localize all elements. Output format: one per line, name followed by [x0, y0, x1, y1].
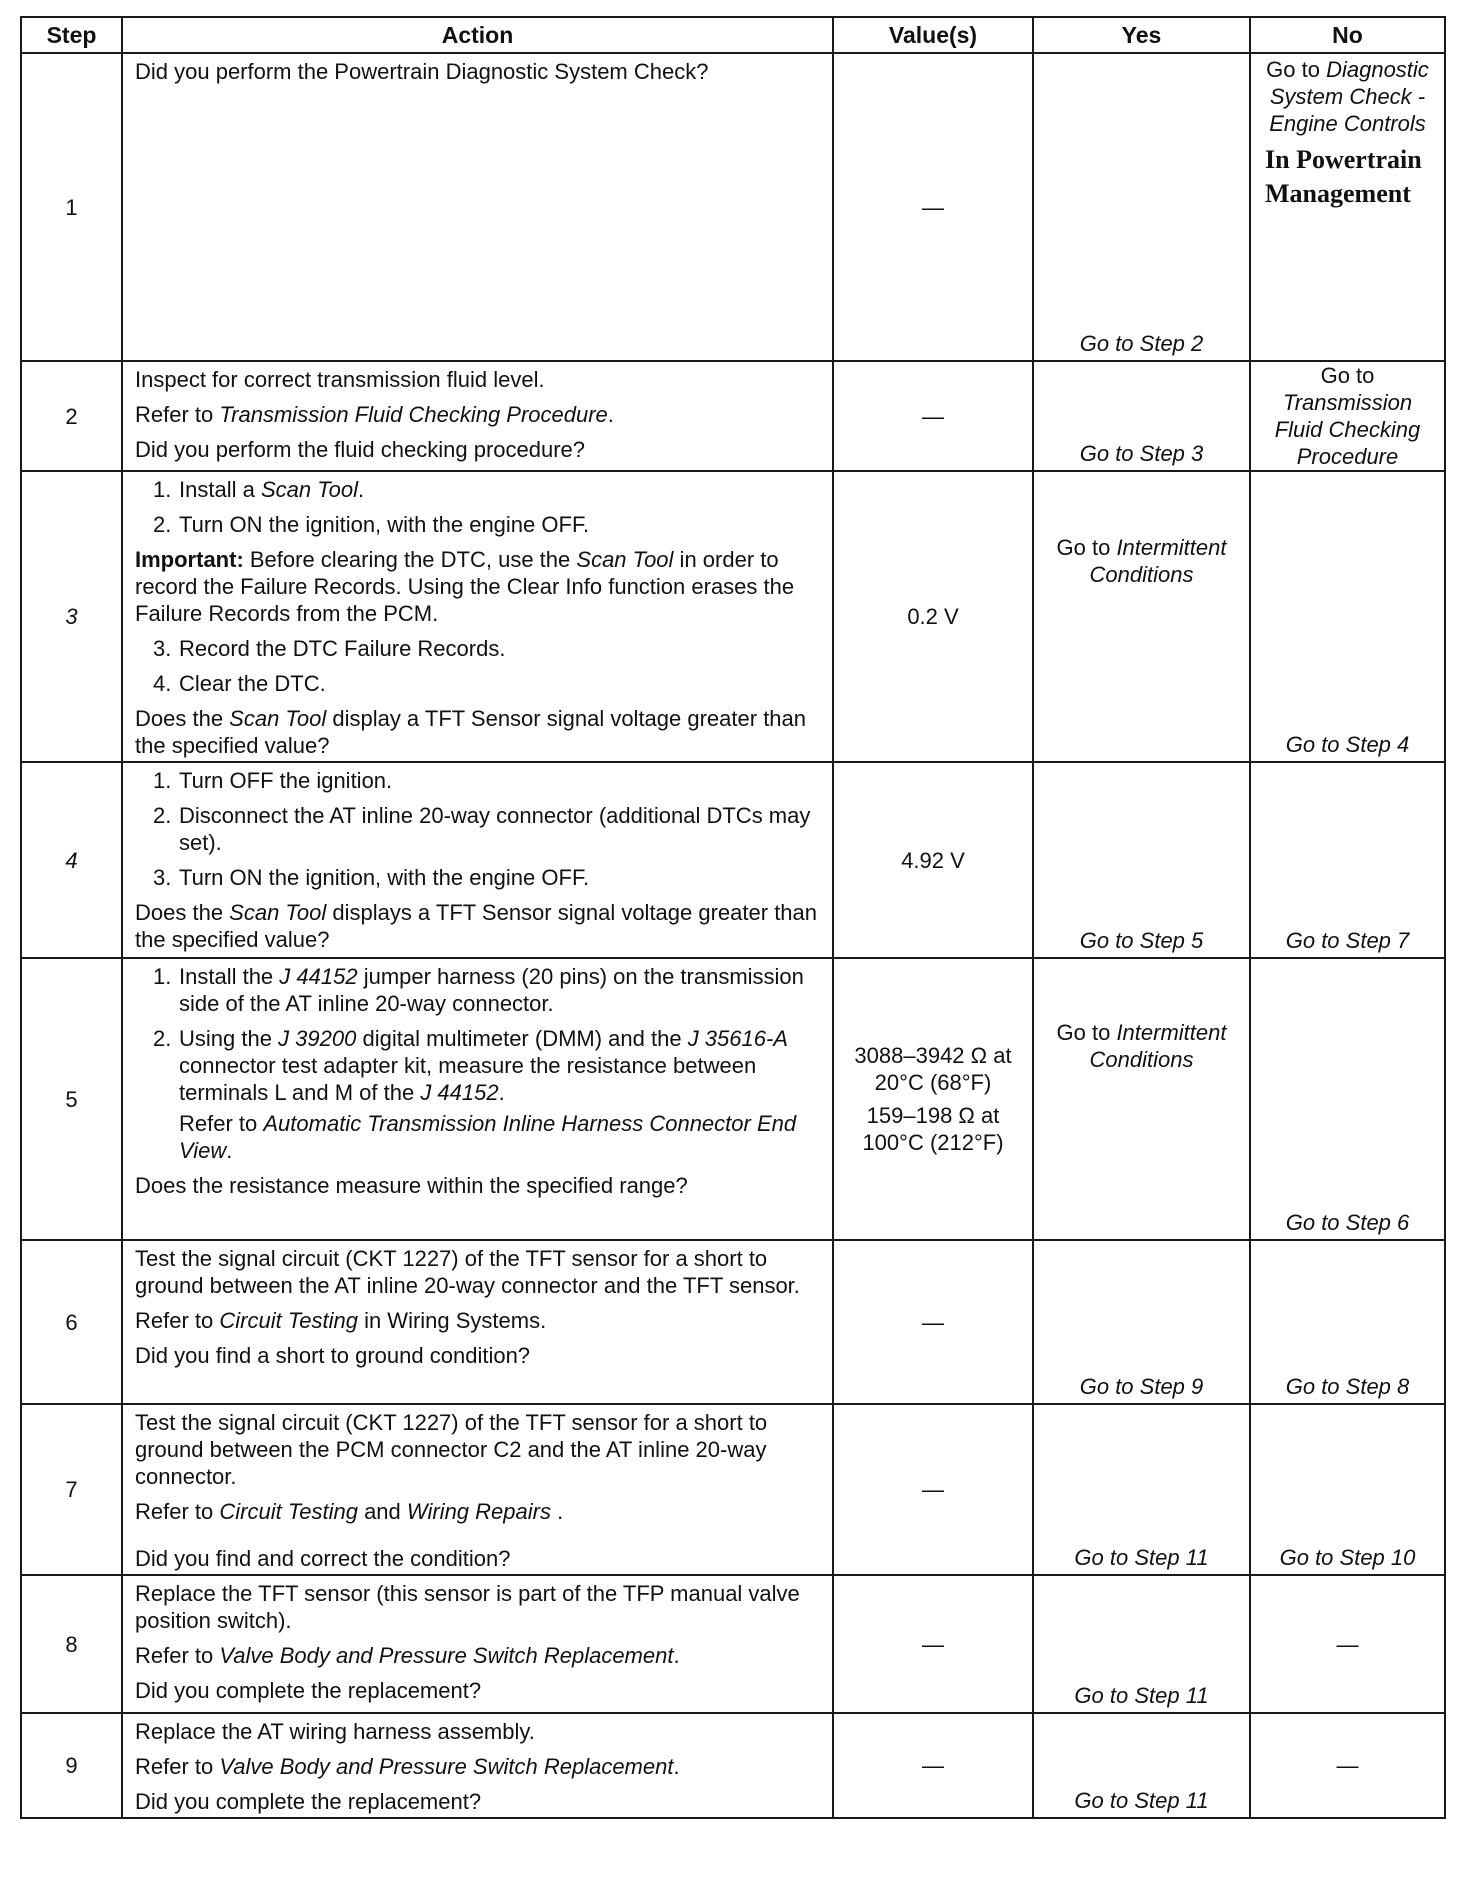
action-question: Did you perform the fluid checking procedure?: [135, 437, 586, 462]
diagnostic-table-document: [20, 16, 1444, 1819]
no-cell: [1250, 762, 1445, 958]
action-text: Test the signal circuit (CKT 1227) of the TFT sensor for a short to ground between the AT inline 20-way connector and the TFT sensor.: [135, 1246, 800, 1298]
action-reference: Refer to Transmission Fluid Checking Procedure.: [135, 402, 614, 427]
action-cell: [122, 958, 833, 1240]
action-reference: Refer to Automatic Transmission Inline Harness Connector End View.: [179, 1111, 797, 1163]
action-question: Did you find and correct the condition?: [135, 1546, 511, 1571]
action-cell: [122, 1240, 833, 1404]
step-number: 6: [21, 1240, 122, 1404]
step-number: 7: [21, 1404, 122, 1575]
header-no: No: [1250, 17, 1445, 53]
table-row: [21, 1240, 1445, 1404]
action-reference: Refer to Valve Body and Pressure Switch Replacement.: [135, 1643, 680, 1668]
no-cell: [1250, 958, 1445, 1240]
action-reference: Refer to Circuit Testing in Wiring Systems.: [135, 1308, 547, 1333]
list-item: 3. Turn ON the ignition, with the engine OFF.: [153, 865, 590, 890]
yes-cell: [1033, 471, 1250, 762]
yes-cell: [1033, 958, 1250, 1240]
list-item: 1. Install a Scan Tool.: [153, 477, 365, 502]
action-text: Did you perform the Powertrain Diagnostic System Check?: [135, 59, 709, 84]
yes-cell: [1033, 1713, 1250, 1818]
list-item: 2. Using the J 39200 digital multimeter (DMM) and the J 35616-A connector test adapter kit, measure the resistance between terminals L and M of the J 44152.: [153, 1026, 788, 1105]
action-question: Does the resistance measure within the specified range?: [135, 1173, 688, 1198]
yes-cell: [1033, 1575, 1250, 1713]
action-cell: [122, 361, 833, 471]
list-item: 3. Record the DTC Failure Records.: [153, 636, 506, 661]
header-step: Step: [21, 17, 122, 53]
no-goto: Go to Step 10: [1279, 1545, 1416, 1570]
table-row: [21, 471, 1445, 762]
value-cell: [833, 958, 1033, 1240]
no-link: Transmission Fluid Checking Procedure: [1274, 390, 1421, 469]
action-reference: Refer to Valve Body and Pressure Switch Replacement.: [135, 1754, 680, 1779]
header-yes: Yes: [1033, 17, 1250, 53]
value-cell: —: [833, 361, 1033, 471]
action-question: Does the Scan Tool display a TFT Sensor signal voltage greater than the specified value?: [135, 706, 807, 758]
yes-cell: [1033, 1240, 1250, 1404]
no-cell: [1250, 53, 1445, 361]
value-cell: —: [833, 1404, 1033, 1575]
yes-cell: [1033, 1404, 1250, 1575]
table-row: [21, 762, 1445, 958]
yes-cell: [1033, 361, 1250, 471]
yes-goto: Go to Step 2: [1079, 331, 1204, 356]
action-text: Inspect for correct transmission fluid level.: [135, 367, 545, 392]
no-goto: Go to Step 6: [1285, 1210, 1410, 1235]
table-row: [21, 1404, 1445, 1575]
no-goto: Go to Step 4: [1285, 732, 1410, 757]
action-question: Does the Scan Tool displays a TFT Sensor signal voltage greater than the specified value?: [135, 900, 818, 952]
yes-goto: Go to Step 11: [1074, 1545, 1209, 1570]
table-row: [21, 958, 1445, 1240]
table-header-row: [21, 17, 1445, 53]
table-row: [21, 361, 1445, 471]
value-range-100c: 159–198 Ω at 100°C (212°F): [862, 1103, 1004, 1155]
action-question: Did you find a short to ground condition?: [135, 1343, 531, 1368]
yes-cell: [1033, 762, 1250, 958]
no-cell: —: [1250, 1575, 1445, 1713]
yes-goto: Go to Step 9: [1079, 1374, 1204, 1399]
table-row: [21, 1713, 1445, 1818]
step-number: 4: [21, 762, 122, 958]
step-number: 1: [21, 53, 122, 361]
yes-cell: [1033, 53, 1250, 361]
action-text: Replace the AT wiring harness assembly.: [135, 1719, 535, 1744]
no-cell: [1250, 361, 1445, 471]
action-question: Did you complete the replacement?: [135, 1678, 482, 1703]
no-prefix: Go to: [1320, 363, 1375, 388]
value-cell: —: [833, 1713, 1033, 1818]
action-reference: Refer to Circuit Testing and Wiring Repairs .: [135, 1499, 564, 1524]
step-number: 3: [21, 471, 122, 762]
action-cell: [122, 1404, 833, 1575]
table-row: [21, 1575, 1445, 1713]
important-note: Important: Before clearing the DTC, use the Scan Tool in order to record the Failure Records. Using the Clear Info function erases the Failure Records from the PCM.: [135, 547, 795, 626]
yes-prefix: Go to: [1056, 1020, 1117, 1045]
list-item: 1. Turn OFF the ignition.: [153, 768, 393, 793]
no-goto: Go to Step 7: [1285, 928, 1410, 953]
action-cell: [122, 53, 833, 361]
value-cell: —: [833, 1240, 1033, 1404]
value-cell: —: [833, 1575, 1033, 1713]
value-cell: —: [833, 53, 1033, 361]
yes-goto: Go to Step 5: [1079, 928, 1204, 953]
value-range-20c: 3088–3942 Ω at 20°C (68°F): [854, 1043, 1012, 1095]
table-row: [21, 53, 1445, 361]
yes-goto: Go to Step 11: [1074, 1788, 1209, 1813]
no-serif-note: In Powertrain Management: [1265, 145, 1422, 208]
list-item: 2. Disconnect the AT inline 20-way connector (additional DTCs may set).: [153, 803, 811, 855]
action-cell: [122, 762, 833, 958]
step-number: 9: [21, 1713, 122, 1818]
no-prefix: Go to: [1266, 57, 1327, 82]
yes-link: Intermittent Conditions: [1089, 1020, 1227, 1072]
no-goto: Go to Step 8: [1285, 1374, 1410, 1399]
header-values: Value(s): [833, 17, 1033, 53]
yes-goto: Go to Step 11: [1074, 1683, 1209, 1708]
list-item: 4. Clear the DTC.: [153, 671, 326, 696]
list-item: 2. Turn ON the ignition, with the engine OFF.: [153, 512, 590, 537]
diagnostic-table: [20, 16, 1446, 1819]
no-cell: [1250, 1240, 1445, 1404]
yes-prefix: Go to: [1056, 535, 1117, 560]
action-text: Replace the TFT sensor (this sensor is part of the TFP manual valve position switch).: [135, 1581, 800, 1633]
header-action: Action: [122, 17, 833, 53]
value-cell: 0.2 V: [833, 471, 1033, 762]
list-item: 1. Install the J 44152 jumper harness (20 pins) on the transmission side of the AT inline 20-way connector.: [153, 964, 804, 1016]
value-cell: 4.92 V: [833, 762, 1033, 958]
action-question: Did you complete the replacement?: [135, 1789, 482, 1814]
action-text: Test the signal circuit (CKT 1227) of the TFT sensor for a short to ground between the PCM connector C2 and the AT inline 20-way connector.: [135, 1410, 768, 1489]
action-cell: [122, 1575, 833, 1713]
step-number: 8: [21, 1575, 122, 1713]
action-cell: [122, 1713, 833, 1818]
no-cell: [1250, 1404, 1445, 1575]
no-cell: —: [1250, 1713, 1445, 1818]
yes-link: Intermittent Conditions: [1089, 535, 1227, 587]
no-link: Diagnostic System Check - Engine Controls: [1269, 57, 1429, 136]
no-cell: [1250, 471, 1445, 762]
yes-goto: Go to Step 3: [1079, 441, 1204, 466]
action-cell: [122, 471, 833, 762]
step-number: 2: [21, 361, 122, 471]
step-number: 5: [21, 958, 122, 1240]
